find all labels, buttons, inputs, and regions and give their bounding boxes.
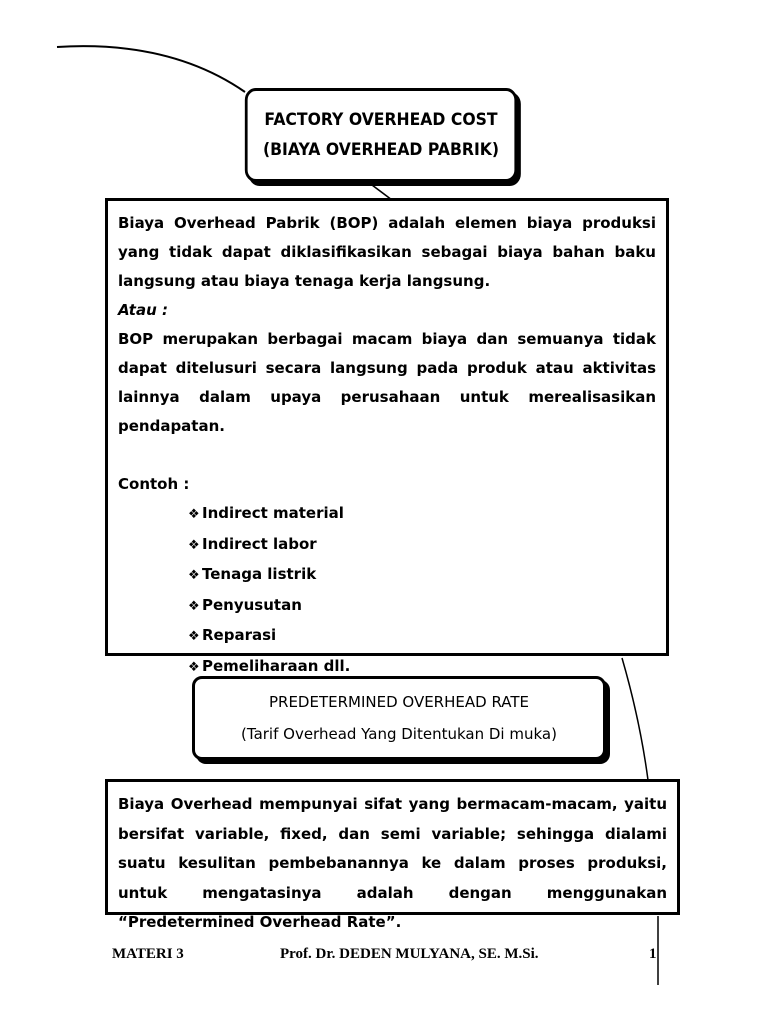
list-item [188, 560, 656, 591]
example-label: Pemeliharaan dll. [202, 656, 351, 675]
title-box [245, 88, 517, 182]
example-label: Indirect material [202, 504, 344, 522]
definition-paragraph-1: Biaya Overhead Pabrik (BOP) adalah elemen biaya produksi yang tidak dapat diklasifikasikan sebagai biaya bahan baku langsung atau biaya tenaga kerja langsung. [118, 214, 656, 290]
spacer [118, 441, 656, 470]
diamond-bullet-icon: ❖ [188, 507, 200, 522]
definition-box [105, 198, 669, 675]
example-label: Reparasi [202, 626, 277, 644]
example-label: Indirect labor [202, 534, 317, 553]
example-label: Penyusutan [202, 595, 302, 614]
atau-label: Atau : [118, 301, 168, 319]
rate-line-1: PREDETERMINED OVERHEAD RATE [268, 693, 529, 711]
diamond-bullet-icon: ❖ [188, 659, 200, 675]
page-number: 1 [649, 946, 657, 962]
list-item [188, 621, 656, 652]
description-box [105, 779, 680, 931]
description-text: Biaya Overhead mempunyai sifat yang bermacam-macam, yaitu bersifat variable, fixed, dan semi variable; sehingga dialami suatu kesulitan pembebanannya ke dalam proses produksi, untuk mengatasinya adalah dengan menggunakan “Predetermined Overhead Rate”. [118, 795, 667, 931]
footer-materi: MATERI 3 [112, 946, 184, 962]
rate-line-2: (Tarif Overhead Yang Ditentukan Di muka) [241, 725, 557, 743]
title-line-1: FACTORY OVERHEAD COST [264, 110, 498, 130]
list-item [188, 530, 656, 561]
footer-author: Prof. Dr. DEDEN MULYANA, SE. M.Si. [280, 946, 539, 962]
rate-box [192, 676, 606, 760]
definition-paragraph-2: BOP merupakan berbagai macam biaya dan semuanya tidak dapat ditelusuri secara langsung pada produk atau aktivitas lainnya dalam upaya perusahaan untuk merealisasikan pendapatan. [118, 330, 656, 435]
examples-list [118, 499, 656, 682]
diamond-bullet-icon: ❖ [188, 598, 200, 614]
diamond-bullet-icon: ❖ [188, 537, 200, 553]
list-item [188, 591, 656, 622]
connector-line-top [57, 46, 245, 92]
title-line-2: (BIAYA OVERHEAD PABRIK) [262, 140, 500, 160]
diamond-bullet-icon: ❖ [188, 568, 200, 583]
diamond-bullet-icon: ❖ [188, 629, 200, 644]
list-item [188, 499, 656, 530]
example-label: Tenaga listrik [202, 565, 317, 583]
contoh-label: Contoh : [118, 475, 190, 493]
